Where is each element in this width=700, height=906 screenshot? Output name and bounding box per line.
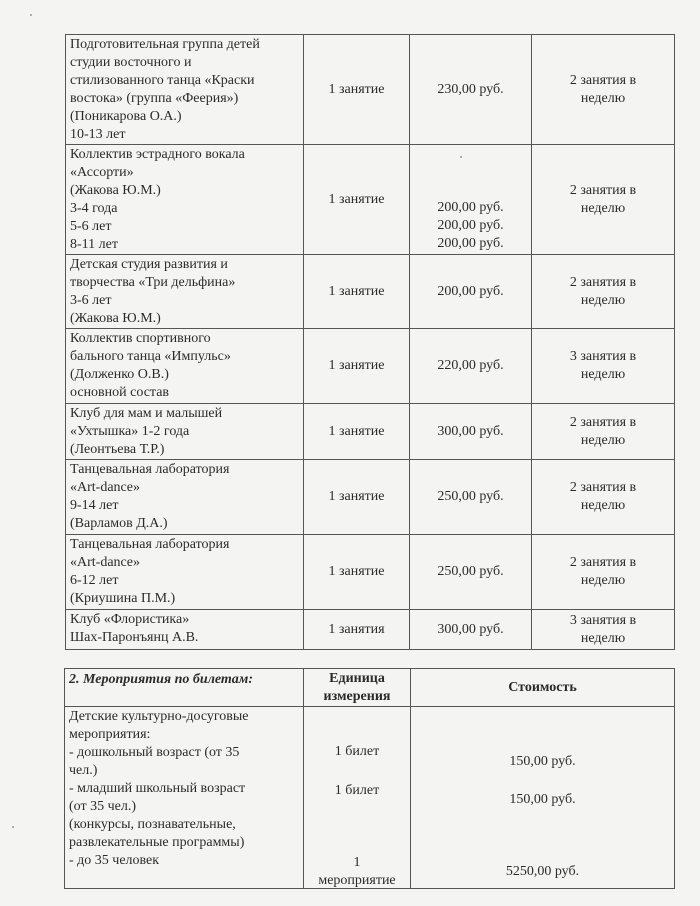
- service-frequency: 2 занятия в неделю: [532, 35, 675, 145]
- table-row: [66, 145, 675, 255]
- table-header-row: [65, 669, 675, 707]
- service-unit: 1 занятие: [304, 535, 410, 610]
- service-price: 230,00 руб.: [410, 35, 532, 145]
- table-row: [66, 404, 675, 460]
- service-name: Танцевальная лаборатория «Art-dance» 9-14 лет (Варламов Д.А.): [66, 460, 304, 535]
- service-price: 250,00 руб.: [410, 460, 532, 535]
- unit-column-header: Единица измерения: [304, 669, 411, 707]
- service-unit: 1 занятие: [304, 255, 410, 329]
- table-row: [66, 35, 675, 145]
- service-frequency: 3 занятия в неделю: [532, 610, 675, 650]
- service-frequency: 2 занятия в неделю: [532, 145, 675, 255]
- services-table: [65, 34, 675, 650]
- service-frequency: 2 занятия в неделю: [532, 404, 675, 460]
- scan-speck: [12, 826, 14, 828]
- table-row: [66, 255, 675, 329]
- service-price: 250,00 руб.: [410, 535, 532, 610]
- service-name: Коллектив эстрадного вокала «Ассорти» (Жакова Ю.М.) 3-4 года 5-6 лет 8-11 лет: [66, 145, 304, 255]
- service-price: 200,00 руб. 200,00 руб. 200,00 руб.: [410, 145, 532, 255]
- price-school: 150,00 руб.: [509, 792, 576, 807]
- service-unit: 1 занятие: [304, 329, 410, 404]
- service-name: Подготовительная группа детей студии восточного и стилизованного танца «Краски востока» (группа «Феерия») (Поникарова О.А.) 10-13 лет: [66, 35, 304, 145]
- service-unit: 1 занятие: [304, 145, 410, 255]
- service-name: Детская студия развития и творчества «Три дельфина» 3-6 лет (Жакова Ю.М.): [66, 255, 304, 329]
- unit-ticket-preschool: 1 билет: [334, 744, 380, 759]
- events-section-title: 2. Мероприятия по билетам:: [65, 669, 304, 707]
- service-frequency: 2 занятия в неделю: [532, 460, 675, 535]
- table-row: [65, 707, 675, 889]
- price-preschool: 150,00 руб.: [509, 754, 576, 769]
- table-row: [66, 535, 675, 610]
- events-table-body: [65, 669, 675, 889]
- service-name: Коллектив спортивного бального танца «Импульс» (Долженко О.В.) основной состав: [66, 329, 304, 404]
- service-frequency: 2 занятия в неделю: [532, 535, 675, 610]
- service-price: 200,00 руб.: [410, 255, 532, 329]
- table-row: [66, 329, 675, 404]
- service-name: Клуб для мам и малышей «Ухтышка» 1-2 года (Леонтьева Т.Р.): [66, 404, 304, 460]
- price-event: 5250,00 руб.: [505, 864, 580, 879]
- cost-column-header: Стоимость: [411, 669, 675, 707]
- services-table-body: [66, 35, 675, 650]
- event-description: Детские культурно-досуговые мероприятия: - дошкольный возраст (от 35 чел.) - младший школьный возраст (от 35 чел.) (конкурсы, познавательные, развлекательные программы) - до 35 человек: [65, 707, 304, 889]
- table-row: [66, 460, 675, 535]
- events-table: [64, 668, 675, 889]
- scan-speck: [30, 14, 32, 16]
- event-prices: [411, 707, 675, 889]
- service-name: Танцевальная лаборатория «Art-dance» 6-12 лет (Криушина П.М.): [66, 535, 304, 610]
- service-price: 300,00 руб.: [410, 610, 532, 650]
- service-name: Клуб «Флористика» Шах-Паронъянц А.В.: [66, 610, 304, 650]
- service-frequency: 3 занятия в неделю: [532, 329, 675, 404]
- service-price: 220,00 руб.: [410, 329, 532, 404]
- table-row: [66, 610, 675, 650]
- service-unit: 1 занятие: [304, 460, 410, 535]
- service-unit: 1 занятия: [304, 610, 410, 650]
- service-price: 300,00 руб.: [410, 404, 532, 460]
- scan-speck: [460, 156, 462, 158]
- service-unit: 1 занятие: [304, 404, 410, 460]
- service-frequency: 2 занятия в неделю: [532, 255, 675, 329]
- service-unit: 1 занятие: [304, 35, 410, 145]
- unit-event: 1 мероприятие: [318, 855, 396, 888]
- event-units: [304, 707, 411, 889]
- unit-ticket-school: 1 билет: [334, 783, 380, 798]
